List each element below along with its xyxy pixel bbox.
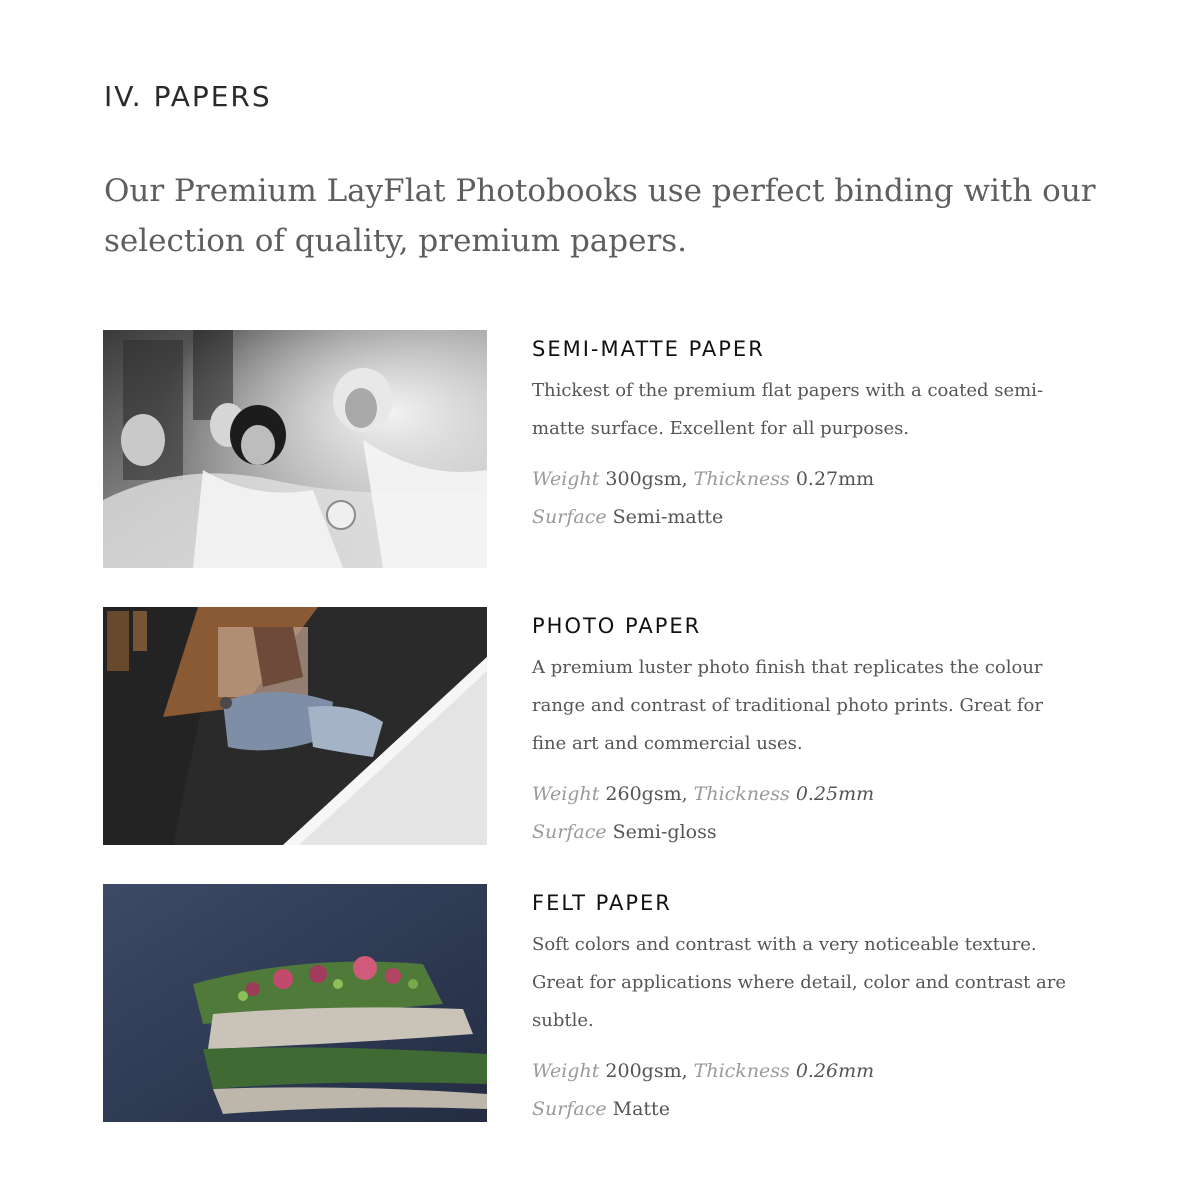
paper-item-photo [103, 607, 1163, 847]
paper-description: Thickest of the premium flat papers with a coated semi-matte surface. Excellent for all purposes. [532, 380, 1044, 439]
weight-thickness-line [532, 1052, 1072, 1090]
thickness-label: Thickness [693, 783, 790, 805]
surface-line [532, 498, 1072, 536]
section-heading: IV. PAPERS [104, 80, 272, 113]
paper-title: FELT PAPER [532, 891, 672, 915]
paper-item-semi-matte [103, 330, 1163, 570]
weight-thickness-line [532, 460, 1072, 498]
surface-label: Surface [532, 821, 607, 843]
weight-thickness-line [532, 775, 1072, 813]
photo-paper-sample-image [103, 607, 487, 845]
surface-value: Matte [612, 1098, 670, 1120]
weight-value: 260gsm, [605, 783, 688, 805]
semi-matte-info [532, 336, 1072, 536]
thickness-value: 0.26mm [795, 1060, 875, 1082]
surface-label: Surface [532, 1098, 607, 1120]
surface-line [532, 1090, 1072, 1128]
weight-label: Weight [532, 468, 600, 490]
intro-text: Our Premium LayFlat Photobooks use perfect binding with our selection of quality, premium papers. [104, 173, 1096, 259]
paper-specs [532, 460, 1072, 536]
paper-description: Soft colors and contrast with a very noticeable texture. Great for applications where detail, color and contrast are subtle. [532, 934, 1067, 1031]
weight-label: Weight [532, 1060, 600, 1082]
weight-label: Weight [532, 783, 600, 805]
felt-paper-info [532, 890, 1072, 1128]
paper-title: SEMI-MATTE PAPER [532, 337, 765, 361]
thickness-value: 0.25mm [795, 783, 875, 805]
thickness-value: 0.27mm [795, 468, 875, 490]
paper-description: A premium luster photo finish that replicates the colour range and contrast of traditional photo prints. Great for fine art and commercial uses. [532, 657, 1043, 754]
paper-item-felt [103, 884, 1163, 1124]
surface-label: Surface [532, 506, 607, 528]
photo-paper-info [532, 613, 1072, 851]
thickness-label: Thickness [693, 468, 790, 490]
paper-specs [532, 1052, 1072, 1128]
surface-line [532, 813, 1072, 851]
semi-matte-sample-image [103, 330, 487, 568]
surface-value: Semi-matte [612, 506, 724, 528]
thickness-label: Thickness [693, 1060, 790, 1082]
felt-paper-sample-image [103, 884, 487, 1122]
paper-specs [532, 775, 1072, 851]
weight-value: 200gsm, [605, 1060, 688, 1082]
weight-value: 300gsm, [605, 468, 688, 490]
paper-title: PHOTO PAPER [532, 614, 702, 638]
surface-value: Semi-gloss [612, 821, 717, 843]
